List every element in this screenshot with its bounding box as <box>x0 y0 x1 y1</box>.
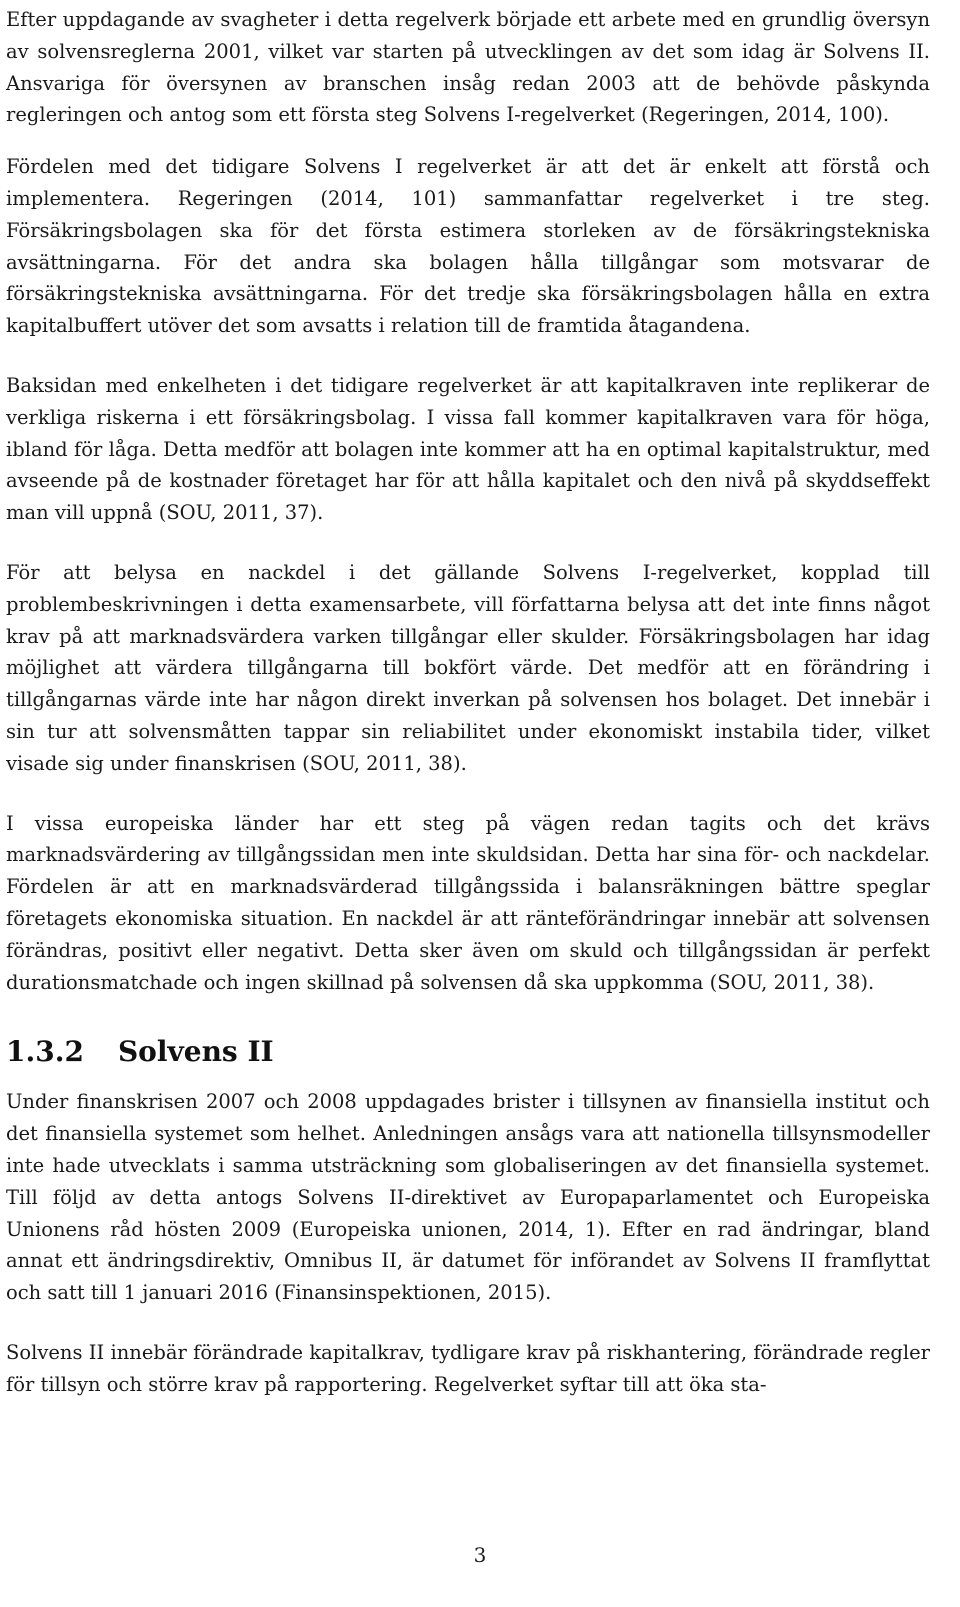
paragraph-3: Baksidan med enkelheten i det tidigare regelverket är att kapitalkraven inte replikerar de verkliga riskerna i ett försäkringsbolag. I vissa fall kommer kapitalkraven vara för höga, ibland för låga. Detta medför att bolagen inte kommer att ha en optimal kapitalstruktur, med avseende på de kostnader företaget har för att hålla kapitalet och den nivå på skyddseffekt man vill uppnå (SOU, 2011, 37). <box>6 373 930 525</box>
paragraph-2: Fördelen med det tidigare Solvens I regelverket är att det är enkelt att förstå och implementera. Regeringen (2014, 101) sammanfattar regelverket i tre steg. Försäkringsbolagen ska för det första estimera storleken av de försäkringstekniska avsättningarna. För det andra ska bolagen hålla tillgångar som motsvarar de försäkringstekniska avsättningarna. För det tredje ska försäkringsbolagen hålla en extra kapitalbuffert utöver det som avsatts i relation till de framtida åtagandena. <box>6 155 930 338</box>
section-heading <box>6 1034 930 1070</box>
paragraph-5: I vissa europeiska länder har ett steg på vägen redan tagits och det krävs marknadsvärdering av tillgångssidan men inte skuldsidan. Detta har sina för- och nackdelar. Fördelen är att en marknadsvärderad tillgångssida i balansräkningen bättre speglar företagets ekonomiska situation. En nackdel är att ränteförändringar innebär att solvensen förändras, positivt eller negativt. Detta sker även om skuld och tillgångssidan är perfekt durationsmatchade och ingen skillnad på solvensen då ska uppkomma (SOU, 2011, 38). <box>6 811 930 994</box>
paragraph-4: För att belysa en nackdel i det gällande Solvens I-regelverket, kopplad till problembeskrivningen i detta examensarbete, vill författarna belysa att det inte finns något krav på att marknadsvärdera varken tillgångar eller skulder. Försäkringsbolagen har idag möjlighet att värdera tillgångarna till bokfört värde. Det medför att en förändring i tillgångarnas värde inte har någon direkt inverkan på solvensen hos bolaget. Det innebär i sin tur att solvensmåtten tappar sin reliabilitet under ekonomiskt instabila tider, vilket visade sig under finanskrisen (SOU, 2011, 38). <box>6 560 930 775</box>
document-page <box>6 4 930 1400</box>
paragraph-1: Efter uppdagande av svagheter i detta regelverk började ett arbete med en grundlig översyn av solvensreglerna 2001, vilket var starten på utvecklingen av det som idag är Solvens II. Ansvariga för översynen av branschen insåg redan 2003 att de behövde påskynda regleringen och antog som ett första steg Solvens I-regelverket (Regeringen, 2014, 100). <box>6 8 930 127</box>
page-number: 3 <box>473 1543 487 1567</box>
section-title: Solvens II <box>117 1035 274 1069</box>
section-paragraph-1: Under finanskrisen 2007 och 2008 uppdagades brister i tillsynen av finansiella institut och det finansiella systemet som helhet. Anledningen ansågs vara att nationella tillsynsmodeller inte hade utvecklats i samma utsträckning som globaliseringen av det finansiella systemet. Till följd av detta antogs Solvens II-direktivet av Europaparlamentet och Europeiska Unionens råd hösten 2009 (Europeiska unionen, 2014, 1). Efter en rad ändringar, bland annat ett ändringsdirektiv, Omnibus II, är datumet för införandet av Solvens II framflyttat och satt till 1 januari 2016 (Finansinspektionen, 2015). <box>6 1090 930 1305</box>
section-number: 1.3.2 <box>6 1035 84 1069</box>
section-paragraph-2: Solvens II innebär förändrade kapitalkrav, tydligare krav på riskhantering, förändrade regler för tillsyn och större krav på rapportering. Regelverket syftar till att öka sta- <box>6 1340 930 1396</box>
